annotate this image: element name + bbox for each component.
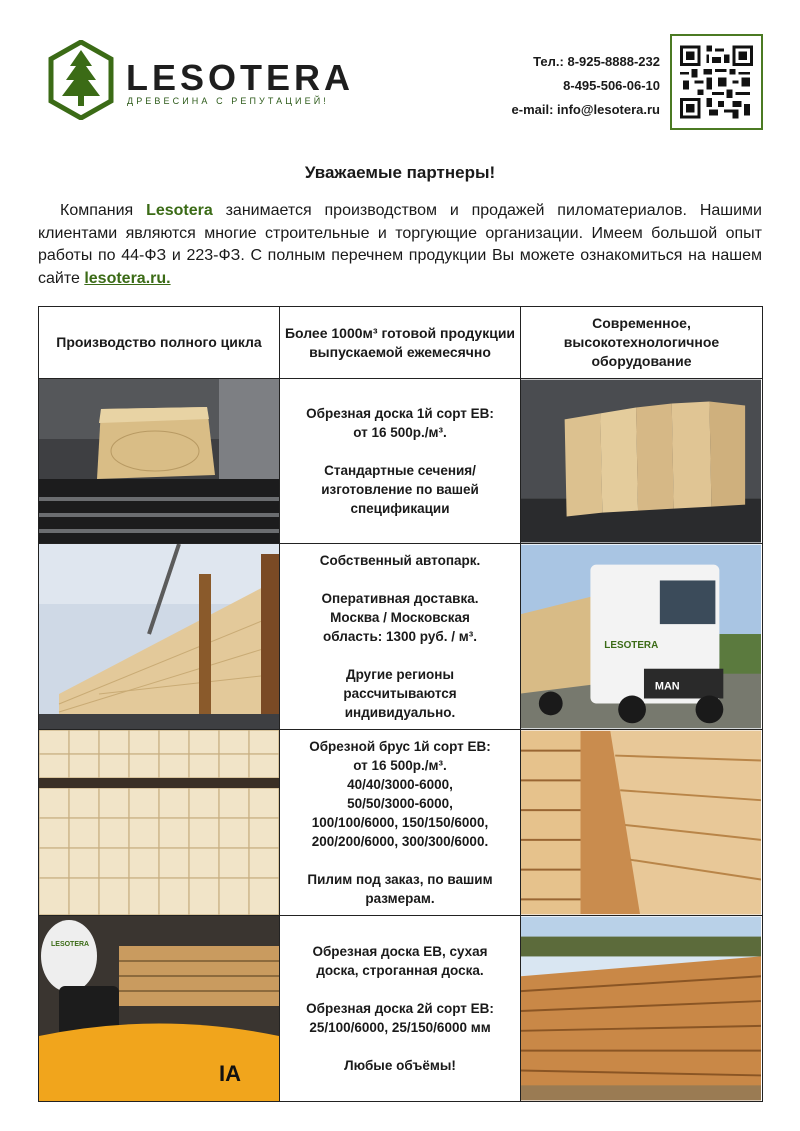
- row2-description: [280, 544, 521, 730]
- row1-line: [280, 442, 520, 461]
- intro-paragraph: [38, 200, 762, 290]
- header-production: Производство полного цикла: [39, 307, 280, 379]
- row2-line: Другие регионы: [346, 667, 454, 682]
- row3-line: Обрезной брус 1й сорт ЕВ:: [309, 739, 491, 754]
- row4-line: 25/100/6000, 25/150/6000 мм: [309, 1020, 491, 1035]
- photo-sawmill-line: [39, 379, 280, 544]
- row4-line: доска, строганная доска.: [316, 963, 484, 978]
- row3-line: от 16 500р./м³.: [353, 758, 447, 773]
- row1-description: [280, 379, 521, 544]
- photo-lumber-yard: [521, 730, 763, 916]
- row3-line: размерам.: [365, 891, 435, 906]
- photo-beams-stack: [39, 730, 280, 916]
- row3-line: 50/50/3000-6000,: [347, 796, 453, 811]
- page-title: Уважаемые партнеры!: [304, 163, 496, 182]
- row1-line: спецификации: [350, 501, 450, 516]
- photo-board-stack: [521, 379, 763, 544]
- header-equipment: Современное, высокотехнологичное оборудование: [521, 307, 763, 379]
- product-table: [38, 306, 763, 1102]
- row2-line: Москва / Московская: [330, 610, 470, 625]
- truck-logo: LESOTERA: [604, 639, 659, 651]
- row3-line: Пилим под заказ, по вашим: [307, 872, 493, 887]
- shirt-logo: LESOTERA: [51, 941, 90, 948]
- row1-line: от 16 500р./м³.: [353, 425, 447, 440]
- truck-make: MAN: [654, 680, 680, 693]
- photo-loading-timber: [39, 544, 280, 730]
- intro-text-2: занимается производством и продажей пиломатериалов. Нашими клиентами являются многие строительные и торгующие организации. Имеем большой опыт работы по 44-ФЗ и 223-ФЗ. С полным перечнем продукции Вы можете ознакомиться на нашем сайте: [38, 202, 762, 287]
- row2-line: [280, 646, 520, 665]
- row2-line: индивидуально.: [344, 705, 456, 720]
- logo-wordmark: LESOTERA: [126, 57, 355, 98]
- qr-code-icon: [680, 44, 753, 120]
- row4-line: Обрезная доска 2й сорт ЕВ:: [306, 1001, 494, 1016]
- row2-line: [280, 570, 520, 589]
- contact-block: [460, 50, 660, 122]
- intro-text-1: Компания: [60, 202, 147, 219]
- row2-line: Оперативная доставка.: [321, 591, 479, 606]
- svg-text:IA: IA: [219, 1061, 241, 1086]
- table-row: [39, 544, 763, 730]
- photo-truck: [521, 544, 763, 730]
- tree-hexagon-icon: [48, 40, 114, 120]
- photo-timber-pile: [521, 916, 763, 1102]
- row1-line: Стандартные сечения/: [324, 463, 476, 478]
- website-link[interactable]: lesotera.ru.: [84, 269, 171, 287]
- row2-line: область: 1300 руб. / м³.: [323, 629, 477, 644]
- intro-brand: Lesotera: [146, 202, 213, 219]
- table-row: [39, 730, 763, 916]
- row4-line: Любые объёмы!: [344, 1058, 456, 1073]
- photo-forklift: [39, 916, 280, 1102]
- row3-line: 200/200/6000, 300/300/6000.: [311, 834, 489, 849]
- row4-line: [280, 1037, 520, 1056]
- row3-line: [280, 851, 520, 870]
- row3-line: 100/100/6000, 150/150/6000,: [311, 815, 489, 830]
- company-logo[interactable]: [48, 40, 368, 126]
- header: [0, 0, 800, 150]
- row4-line: Обрезная доска ЕВ, сухая: [312, 944, 488, 959]
- row3-line: 40/40/3000-6000,: [347, 777, 453, 792]
- phone-2[interactable]: 8-495-506-06-10: [563, 78, 660, 93]
- table-row: [39, 916, 763, 1102]
- row4-description: [280, 916, 521, 1102]
- email[interactable]: e-mail: info@lesotera.ru: [511, 102, 660, 117]
- row1-line: изготовление по вашей: [321, 482, 479, 497]
- row2-line: рассчитываются: [343, 686, 457, 701]
- row1-line: Обрезная доска 1й сорт ЕВ:: [306, 406, 494, 421]
- header-volume: Более 1000м³ готовой продукции выпускаемой ежемесячно: [280, 307, 521, 379]
- logo-tagline: ДРЕВЕСИНА С РЕПУТАЦИЕЙ!: [127, 96, 329, 106]
- row4-line: [280, 980, 520, 999]
- table-header-row: [39, 307, 763, 379]
- phone-1[interactable]: Тел.: 8-925-8888-232: [533, 54, 660, 69]
- table-row: [39, 379, 763, 544]
- row2-line: Собственный автопарк.: [319, 553, 481, 568]
- qr-code[interactable]: [670, 34, 763, 130]
- row3-description: [280, 730, 521, 916]
